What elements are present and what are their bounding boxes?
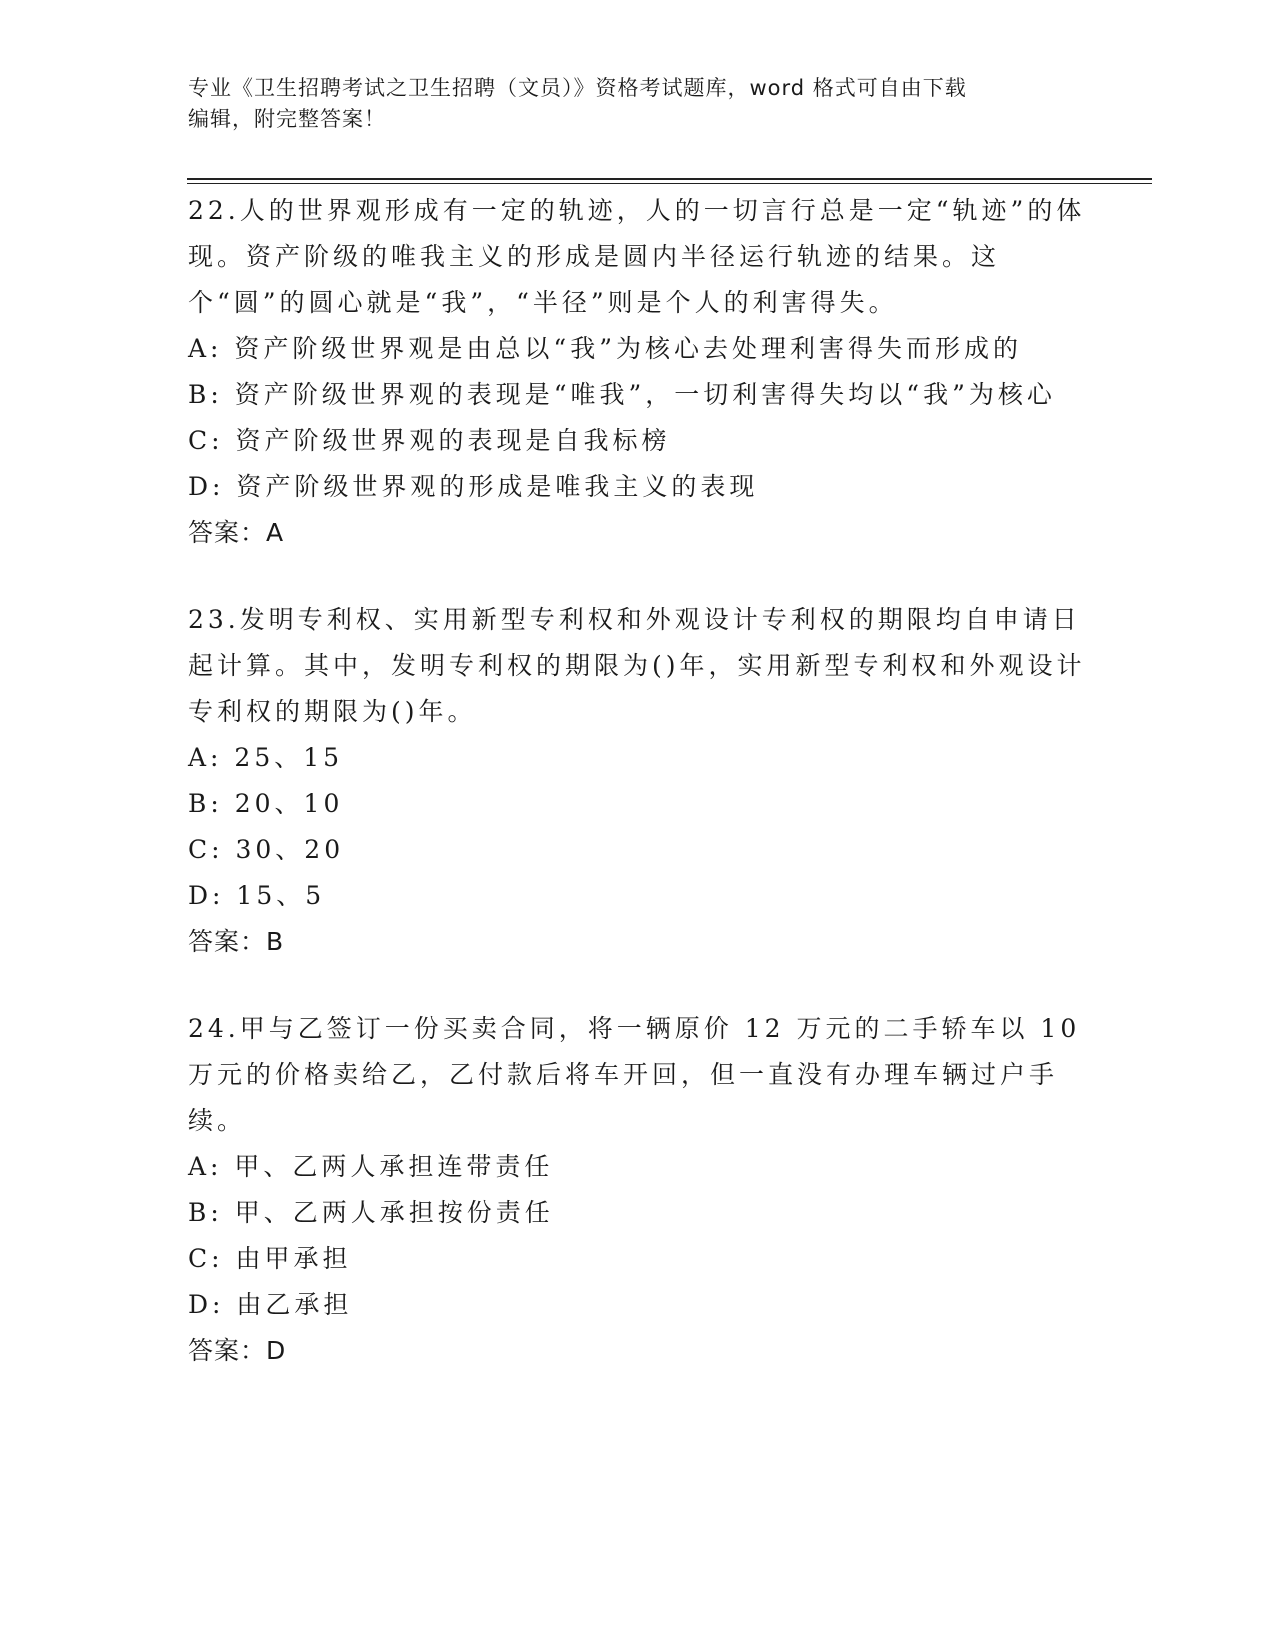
question-stem: 24.甲与乙签订一份买卖合同，将一辆原价 12 万元的二手轿车以 10 万元的价格卖给乙，乙付款后将车开回，但一直没有办理车辆过户手续。 [188, 1014, 1081, 1135]
answer: 答案：B [188, 927, 285, 956]
header-line-1: 专业《卫生招聘考试之卫生招聘（文员）》资格考试题库，word 格式可自由下载 [188, 76, 967, 100]
header-rule-thick [187, 178, 1152, 180]
header-rule-thin [187, 183, 1152, 184]
question-23 [188, 597, 1088, 965]
question-22 [188, 188, 1088, 556]
option-a: A: 甲、乙两人承担连带责任 [188, 1152, 554, 1181]
question-stem: 22.人的世界观形成有一定的轨迹，人的一切言行总是一定“轨迹”的体现。资产阶级的唯我主义的形成是圆内半径运行轨迹的结果。这个“圆”的圆心就是“我”，“半径”则是个人的利害得失。 [188, 196, 1086, 317]
option-a: A: 资产阶级世界观是由总以“我”为核心去处理利害得失而形成的 [188, 334, 1022, 363]
option-d: D: 15、5 [188, 881, 326, 910]
question-24 [188, 1006, 1088, 1374]
header-line-2: 编辑，附完整答案！ [188, 107, 386, 131]
question-list [188, 188, 1088, 1415]
question-stem: 23.发明专利权、实用新型专利权和外观设计专利权的期限均自申请日起计算。其中，发明专利权的期限为()年，实用新型专利权和外观设计专利权的期限为()年。 [188, 605, 1086, 726]
option-b: B: 甲、乙两人承担按份责任 [188, 1198, 554, 1227]
answer: 答案：D [188, 1336, 287, 1365]
option-b: B: 资产阶级世界观的表现是“唯我”，一切利害得失均以“我”为核心 [188, 380, 1056, 409]
option-d: D: 资产阶级世界观的形成是唯我主义的表现 [188, 472, 759, 501]
option-c: C: 30、20 [188, 835, 345, 864]
option-c: C: 资产阶级世界观的表现是自我标榜 [188, 426, 671, 455]
option-b: B: 20、10 [188, 789, 344, 818]
answer: 答案：A [188, 518, 285, 547]
document-header [188, 73, 1088, 135]
option-a: A: 25、15 [188, 743, 344, 772]
option-d: D: 由乙承担 [188, 1290, 353, 1319]
option-c: C: 由甲承担 [188, 1244, 352, 1273]
